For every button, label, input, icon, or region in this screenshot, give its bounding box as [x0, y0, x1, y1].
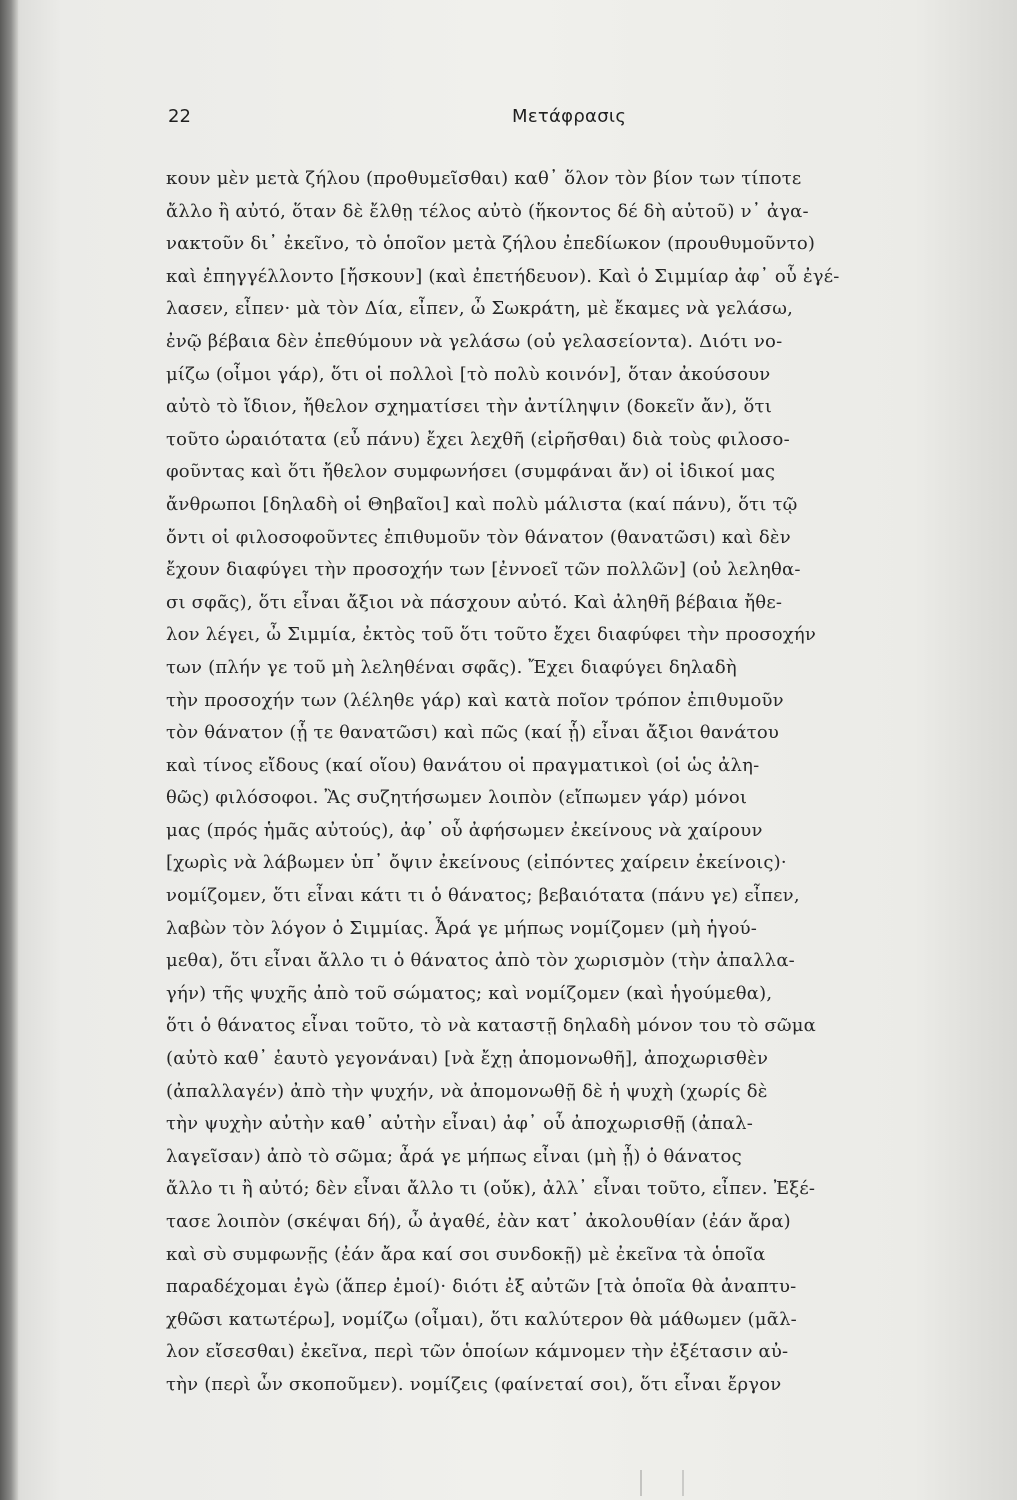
text-line: μεθα), ὅτι εἶναι ἄλλο τι ὁ θάνατος ἀπὸ τὸν χωρισμὸν (τὴν ἀπαλλα- — [166, 950, 795, 972]
text-line: τὴν (περὶ ὧν σκοποῦμεν). νομίζεις (φαίνεταί σοι), ὅτι εἶναι ἔργον — [166, 1373, 782, 1395]
text-line: ἔχουν διαφύγει τὴν προσοχήν των [ἐννοεῖ τῶν πολλῶν] (οὐ λεληθα- — [166, 559, 801, 581]
text-line: τὸν θάνατον (ᾗ τε θανατῶσι) καὶ πῶς (καί ᾗ) εἶναι ἄξιοι θανάτου — [166, 722, 780, 744]
text-line: σι σφᾶς), ὅτι εἶναι ἄξιοι νὰ πάσχουν αὐτό. Καὶ ἀληθῆ βέβαια ἤθε- — [166, 591, 783, 613]
text-line: ἄνθρωποι [δηλαδὴ οἱ Θηβαῖοι] καὶ πολὺ μάλιστα (καί πάνυ), ὅτι τῷ — [166, 493, 798, 515]
text-line: λαγεῖσαν) ἀπὸ τὸ σῶμα; ἆρά γε μήπως εἶναι (μὴ ᾖ) ὁ θάνατος — [166, 1145, 742, 1167]
page-header — [168, 106, 1017, 136]
text-line: κουν μὲν μετὰ ζήλου (προθυμεῖσθαι) καθ᾽ ὅλον τὸν βίον των τίποτε — [166, 168, 802, 189]
body-text — [166, 163, 1016, 1402]
text-line: μίζω (οἶμοι γάρ), ὅτι οἱ πολλοὶ [τὸ πολὺ κοινόν], ὅταν ἀκούσουν — [166, 363, 771, 385]
text-line: τασε λοιπὸν (σκέψαι δή), ὦ ἀγαθέ, ἐὰν κατ᾽ ἀκολουθίαν (ἐάν ἄρα) — [166, 1211, 791, 1232]
running-head: Μετάφρασις — [512, 106, 627, 127]
pencil-mark — [640, 1470, 684, 1496]
text-line: νομίζομεν, ὅτι εἶναι κάτι τι ὁ θάνατος; βεβαιότατα (πάνυ γε) εἶπεν, — [166, 885, 800, 907]
text-line: λασεν, εἶπεν· μὰ τὸν Δία, εἶπεν, ὦ Σωκράτη, μὲ ἔκαμες νὰ γελάσω, — [166, 298, 793, 320]
text-line: καὶ ἐπηγγέλλοντο [ἤσκουν] (καὶ ἐπετήδευον). Καὶ ὁ Σιμμίαρ ἀφ᾽ οὗ ἐγέ- — [166, 265, 840, 287]
text-line: [χωρὶς νὰ λάβωμεν ὑπ᾽ ὄψιν ἐκείνους (εἰπόντες χαίρειν ἐκείνοις)· — [166, 852, 787, 874]
binding-edge — [0, 0, 18, 1500]
text-line: τὴν ψυχὴν αὐτὴν καθ᾽ αὐτὴν εἶναι) ἀφ᾽ οὗ ἀποχωρισθῇ (ἀπαλ- — [166, 1113, 753, 1135]
text-line: λαβὼν τὸν λόγον ὁ Σιμμίας. Ἆρά γε μήπως νομίζομεν (μὴ ἡγού- — [166, 917, 758, 939]
text-line: μας (πρός ἡμᾶς αὐτούς), ἀφ᾽ οὗ ἀφήσωμεν ἐκείνους νὰ χαίρουν — [166, 819, 763, 841]
text-line: ἄλλο ἢ αὐτό, ὅταν δὲ ἔλθῃ τέλος αὐτὸ (ἥκοντος δέ δὴ αὐτοῦ) ν᾽ ἀγα- — [166, 200, 809, 222]
text-line: νακτοῦν δι᾽ ἐκεῖνο, τὸ ὁποῖον μετὰ ζήλου ἐπεδίωκον (προυθυμοῦντο) — [166, 233, 816, 255]
page-number: 22 — [168, 106, 191, 127]
text-line: αὐτὸ τὸ ἴδιον, ἤθελον σχηματίσει τὴν ἀντίληψιν (δοκεῖν ἄν), ὅτι — [166, 396, 772, 418]
text-line: ἐνῷ βέβαια δὲν ἐπεθύμουν νὰ γελάσω (οὐ γελασείοντα). Διότι νο- — [166, 330, 783, 352]
text-line: παραδέχομαι ἐγὼ (ἅπερ ἐμοί)· διότι ἐξ αὐτῶν [τὰ ὁποῖα θὰ ἀναπτυ- — [166, 1276, 797, 1298]
text-line: των (πλήν γε τοῦ μὴ λεληθέναι σφᾶς). Ἔχει διαφύγει δηλαδὴ — [166, 656, 737, 678]
text-line: καὶ σὺ συμφωνῇς (ἐάν ἄρα καί σοι συνδοκῇ) μὲ ἐκεῖνα τὰ ὁποῖα — [166, 1243, 766, 1265]
text-line: λον εἴσεσθαι) ἐκεῖνα, περὶ τῶν ὁποίων κάμνομεν τὴν ἐξέτασιν αὐ- — [166, 1341, 789, 1363]
text-line: θῶς) φιλόσοφοι. Ἂς συζητήσωμεν λοιπὸν (εἴπωμεν γάρ) μόνοι — [166, 787, 748, 809]
text-line: γήν) τῆς ψυχῆς ἀπὸ τοῦ σώματος; καὶ νομίζομεν (καὶ ἡγούμεθα), — [166, 982, 773, 1004]
text-line: φοῦντας καὶ ὅτι ἤθελον συμφωνήσει (συμφάναι ἄν) οἱ ἰδικοί μας — [166, 461, 776, 483]
text-line: τὴν προσοχήν των (λέληθε γάρ) καὶ κατὰ ποῖον τρόπον ἐπιθυμοῦν — [166, 689, 784, 711]
text-line: ὅτι ὁ θάνατος εἶναι τοῦτο, τὸ νὰ καταστῇ δηλαδὴ μόνον του τὸ σῶμα — [166, 1015, 816, 1037]
text-line: τοῦτο ὡραιότατα (εὖ πάνυ) ἔχει λεχθῆ (εἰρῆσθαι) διὰ τοὺς φιλοσο- — [166, 428, 790, 450]
text-line: χθῶσι κατωτέρω], νομίζω (οἶμαι), ὅτι καλύτερον θὰ μάθωμεν (μᾶλ- — [166, 1308, 797, 1330]
text-line: ὄντι οἱ φιλοσοφοῦντες ἐπιθυμοῦν τὸν θάνατον (θανατῶσι) καὶ δὲν — [166, 526, 791, 548]
text-line: ἄλλο τι ἢ αὐτό; δὲν εἶναι ἄλλο τι (οὔκ), ἀλλ᾽ εἶναι τοῦτο, εἶπεν. Ἐξέ- — [166, 1178, 816, 1200]
text-line: (αὐτὸ καθ᾽ ἑαυτὸ γεγονάναι) [νὰ ἔχῃ ἀπομονωθῆ], ἀποχωρισθὲν — [166, 1048, 769, 1070]
text-line: καὶ τίνος εἴδους (καί οἵου) θανάτου οἱ πραγματικοὶ (οἱ ὡς ἀλη- — [166, 754, 760, 776]
text-line: λον λέγει, ὦ Σιμμία, ἐκτὸς τοῦ ὅτι τοῦτο ἔχει διαφύφει τὴν προσοχήν — [166, 624, 817, 646]
text-line: (ἀπαλλαγέν) ἀπὸ τὴν ψυχήν, νὰ ἀπομονωθῇ δὲ ἡ ψυχὴ (χωρίς δὲ — [166, 1080, 768, 1102]
